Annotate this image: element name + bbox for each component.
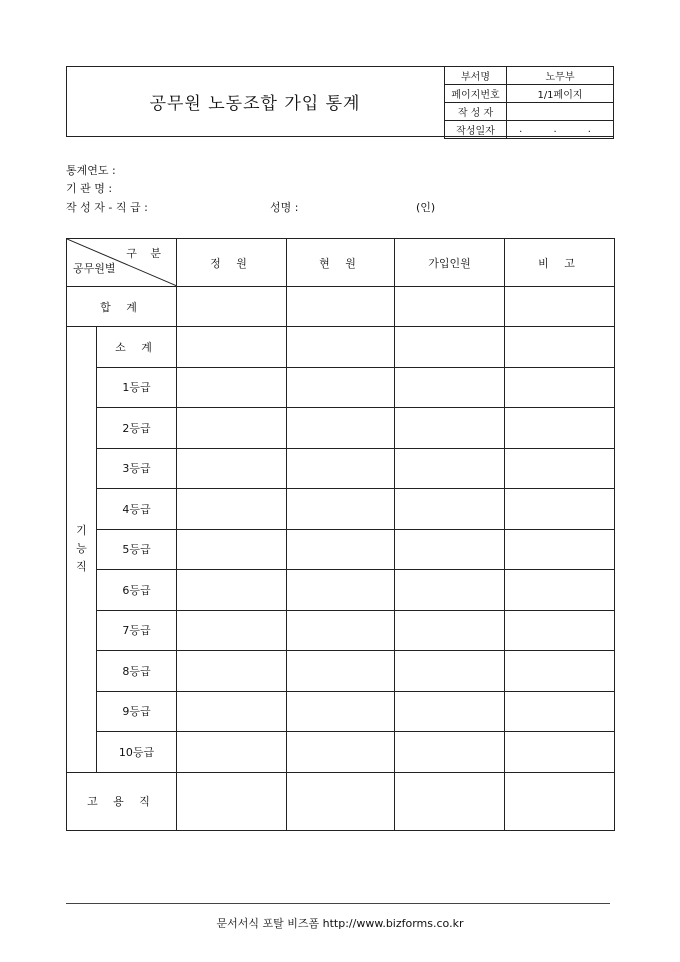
table-cell [287,691,395,732]
meta-label: 부서명 [445,67,507,85]
table-row [67,448,615,489]
meta-value: 1/1페이지 [507,85,614,103]
table-cell [287,489,395,530]
table-cell [395,448,505,489]
table-cell [395,287,505,327]
meta-label: 작 성 자 [445,103,507,121]
table-cell [287,570,395,611]
table-row [67,651,615,692]
seal-label: (인) [416,201,436,214]
author-name-label: 성명 : [270,201,299,214]
table-row [67,732,615,773]
table-cell [287,610,395,651]
table-cell [505,408,615,449]
employment-row-label: 고 용 직 [67,772,177,830]
meta-table [444,66,614,139]
meta-value: . . . [507,121,614,139]
grade-row-label: 5등급 [97,529,177,570]
table-cell [395,691,505,732]
table-cell [287,529,395,570]
table-cell [177,448,287,489]
meta-value [507,103,614,121]
table-cell [177,651,287,692]
stat-year-label: 통계연도 : [66,164,116,177]
table-cell [177,327,287,368]
grade-row-label: 9등급 [97,691,177,732]
table-row [67,287,615,327]
table-header-row [67,239,615,287]
group-label: 기 능 직 [67,327,97,773]
diagonal-header-cell [67,239,177,287]
table-cell [505,651,615,692]
column-header: 가입인원 [395,239,505,287]
group-body [67,327,615,773]
table-cell [395,772,505,830]
table-cell [177,287,287,327]
footer-text: 문서서식 포탈 비즈폼 http://www.bizforms.co.kr [216,917,464,930]
grade-row-label: 6등급 [97,570,177,611]
table-cell [505,489,615,530]
table-cell [505,448,615,489]
meta-label: 페이지번호 [445,85,507,103]
table-row [67,327,615,368]
table-cell [287,651,395,692]
table-cell [287,408,395,449]
table-cell [177,732,287,773]
table-cell [177,772,287,830]
table-row [67,529,615,570]
table-row [67,570,615,611]
table-cell [395,610,505,651]
table-row [67,489,615,530]
table-cell [505,691,615,732]
table-row [67,691,615,732]
table-cell [395,367,505,408]
table-cell [505,367,615,408]
author-rank-label: 작 성 자 - 직 급 : [66,201,148,214]
table-cell [505,610,615,651]
meta-label: 작성일자 [445,121,507,139]
table-cell [505,327,615,368]
table-cell [395,327,505,368]
table-cell [287,448,395,489]
table-cell [395,489,505,530]
stats-table [66,238,615,831]
table-cell [395,529,505,570]
grade-row-label: 10등급 [97,732,177,773]
diagonal-bottom-label: 공무원별 [73,262,116,275]
footer-divider [66,903,610,904]
table-cell [177,408,287,449]
table-cell [505,570,615,611]
total-row-label: 합 계 [67,287,177,327]
org-name-label: 기 관 명 : [66,182,113,195]
table-row [67,772,615,830]
diagonal-top-label: 구 분 [126,247,166,260]
column-header: 정 원 [177,239,287,287]
table-cell [505,772,615,830]
grade-row-label: 4등급 [97,489,177,530]
grade-row-label: 3등급 [97,448,177,489]
table-cell [177,691,287,732]
document-title: 공무원 노동조합 가입 통계 [149,94,361,114]
table-cell [395,732,505,773]
grade-row-label: 8등급 [97,651,177,692]
grade-row-label: 소 계 [97,327,177,368]
grade-row-label: 1등급 [97,367,177,408]
table-cell [395,570,505,611]
table-cell [505,529,615,570]
meta-value: 노무부 [507,67,614,85]
table-cell [287,772,395,830]
table-cell [287,367,395,408]
grade-row-label: 2등급 [97,408,177,449]
table-cell [287,287,395,327]
table-row [67,610,615,651]
table-cell [177,367,287,408]
table-cell [177,570,287,611]
table-cell [177,610,287,651]
table-cell [177,489,287,530]
column-header: 현 원 [287,239,395,287]
table-cell [177,529,287,570]
table-row [67,367,615,408]
table-cell [505,287,615,327]
column-header: 비 고 [505,239,615,287]
table-cell [395,651,505,692]
table-cell [395,408,505,449]
grade-row-label: 7등급 [97,610,177,651]
table-cell [505,732,615,773]
table-cell [287,327,395,368]
table-cell [287,732,395,773]
table-row [67,408,615,449]
